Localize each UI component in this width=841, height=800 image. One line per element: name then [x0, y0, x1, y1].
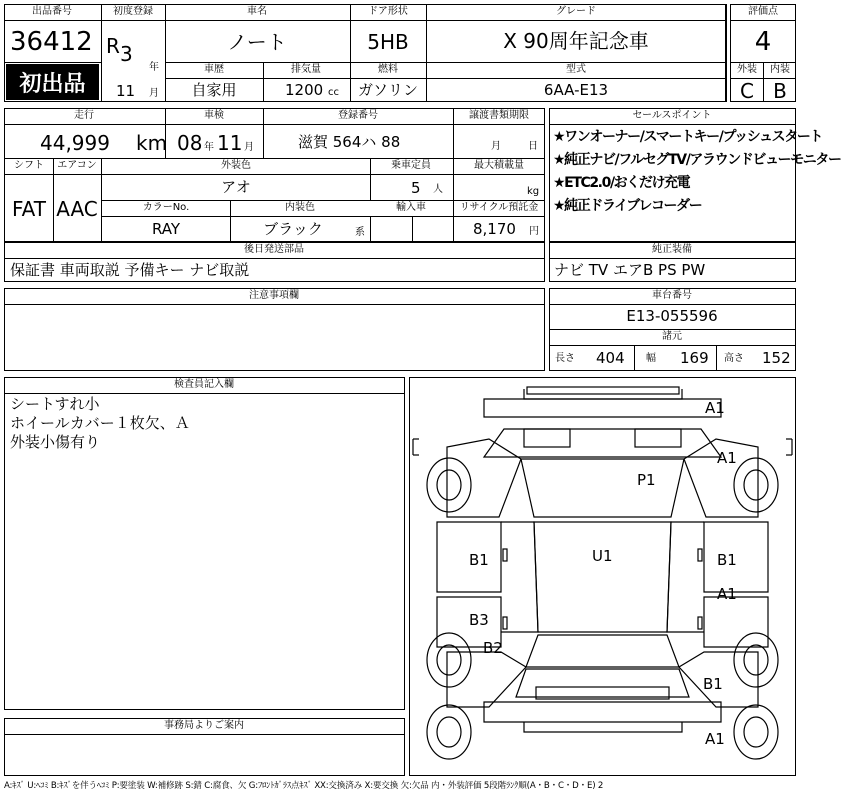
int-color-label: 内装色: [285, 202, 315, 213]
shift-label: シフト: [14, 160, 44, 171]
sales-point-item: ★純正ナビ/フルセグTV/アラウンドビューモニター: [553, 152, 841, 168]
era: R: [106, 34, 120, 58]
damage-mark: U1: [592, 547, 613, 565]
score-label: 評価点: [748, 6, 778, 17]
length: 404: [596, 349, 625, 367]
damage-mark: B1: [469, 551, 489, 569]
air-conditioner: AAC: [56, 197, 98, 221]
sales-points-label: セールスポイント: [632, 110, 712, 121]
lot-number-label: 出品番号: [32, 6, 72, 17]
month-unit: 月: [149, 88, 159, 99]
sales-point-item: ★純正ドライブレコーダー: [553, 198, 702, 214]
model: 6AA-E13: [543, 81, 609, 99]
color-no: RAY: [151, 220, 181, 238]
ac-label: エアコン: [57, 160, 97, 171]
history-label: 車歴: [204, 64, 224, 75]
chassis-label: 車台番号: [652, 290, 692, 301]
first-reg-year: 3: [120, 42, 133, 66]
transfer-label: 譲渡書類期限: [469, 110, 529, 121]
recycle-label: リサイクル預託金: [459, 202, 539, 213]
damage-mark: P1: [637, 471, 656, 489]
import-label: 輸入車: [396, 202, 426, 213]
later-parts-label: 後日発送部品: [244, 244, 304, 255]
grade: X 90周年記念車: [503, 29, 649, 53]
exterior-label: 外装: [737, 64, 757, 75]
inspector-line: 外装小傷有り: [10, 433, 101, 451]
damage-mark: A1: [717, 449, 737, 467]
inspection-label: 車検: [204, 110, 224, 121]
capacity-label: 乗車定員: [391, 160, 431, 171]
inspector-label: 検査員記入欄: [174, 379, 234, 390]
interior-grade: B: [773, 79, 787, 103]
year-unit: 年: [149, 62, 159, 73]
notes-label: 注意事項欄: [249, 290, 299, 301]
displacement: 1200: [285, 81, 324, 99]
inspection-year: 08: [177, 131, 203, 155]
inspection-month: 11: [217, 131, 243, 155]
int-color: ブラック: [263, 220, 323, 238]
damage-mark: A1: [717, 585, 737, 603]
inspection-month-unit: 月: [244, 142, 254, 153]
displacement-unit: cc: [328, 87, 339, 98]
displacement-label: 排気量: [291, 64, 321, 75]
height-label: 高さ: [724, 353, 744, 364]
fuel-label: 燃料: [378, 64, 398, 75]
score: 4: [754, 27, 772, 57]
mileage-unit: km: [136, 131, 168, 155]
capacity: 5: [411, 179, 421, 197]
load-label: 最大積載量: [474, 160, 524, 171]
fuel: ガソリン: [357, 81, 419, 99]
sales-point-item: ★ワンオーナー/スマートキー/プッシュスタート: [553, 129, 823, 145]
car-name-label: 車名: [247, 6, 267, 17]
capacity-unit: 人: [433, 184, 443, 195]
office-label: 事務局よりご案内: [164, 720, 244, 731]
damage-mark: A1: [705, 730, 725, 748]
length-label: 長さ: [555, 353, 575, 364]
damage-mark: B1: [703, 675, 723, 693]
color-no-label: カラーNo.: [142, 202, 190, 213]
legend: A:ｷｽﾞ U:ﾍｺﾐ B:ｷｽﾞを伴うﾍｺﾐ P:要塗装 W:補修跡 S:錆 C:腐食、欠 G:ﾌﾛﾝﾄｶﾞﾗｽ点ｷｽﾞ XX:交換済み X:要交換 欠:欠品 内・外装評価 5段階ﾗﾝｸ順(A・B・C・D・E) 2: [4, 781, 604, 791]
load-unit: kg: [527, 186, 540, 197]
chassis-number: E13-055596: [626, 307, 718, 325]
first-listing-badge: 初出品: [6, 64, 99, 100]
damage-mark: B2: [483, 639, 503, 657]
exterior-grade: C: [740, 79, 754, 103]
mileage-label: 走行: [74, 110, 94, 121]
inspector-line: シートすれ小: [10, 395, 100, 413]
equipment-label: 純正装備: [652, 244, 692, 255]
recycle-unit: 円: [529, 226, 539, 237]
damage-mark: B1: [717, 551, 737, 569]
inspection-year-unit: 年: [204, 142, 214, 153]
height: 152: [762, 349, 791, 367]
shift: FAT: [11, 197, 47, 221]
first-reg-month: 11: [116, 82, 136, 100]
lot-number: 36412: [10, 27, 93, 57]
width: 169: [680, 349, 709, 367]
door-label: ドア形状: [368, 6, 408, 17]
equipment: ナビ TV エアB PS PW: [554, 261, 706, 279]
first-reg-label: 初度登録: [113, 6, 153, 17]
interior-label: 内装: [770, 64, 790, 75]
ext-color: アオ: [221, 178, 251, 196]
dims-label: 諸元: [662, 331, 682, 342]
sales-point-item: ★ETC2.0/おくだけ充電: [553, 175, 690, 191]
ext-color-label: 外装色: [221, 160, 251, 171]
history: 自家用: [191, 81, 237, 99]
recycle-fee: 8,170: [473, 220, 516, 238]
damage-mark: A1: [705, 399, 725, 417]
grade-label: グレード: [556, 6, 596, 17]
car-diagram-drawing: [409, 377, 796, 776]
int-color-unit: 系: [355, 227, 365, 238]
plate-label: 登録番号: [338, 110, 378, 121]
mileage: 44,999: [40, 131, 110, 155]
damage-mark: B3: [469, 611, 489, 629]
door-type: 5HB: [367, 30, 409, 54]
width-label: 幅: [646, 353, 656, 364]
plate-number: 滋賀 564ハ 88: [298, 133, 401, 151]
later-parts: 保証書 車両取説 予備キー ナビ取説: [10, 261, 250, 279]
transfer-month-unit: 月: [491, 141, 501, 152]
model-label: 型式: [566, 64, 586, 75]
inspector-line: ホイールカバー１枚欠、Ａ: [10, 414, 190, 432]
car-name: ノート: [227, 30, 287, 54]
transfer-day-unit: 日: [528, 141, 538, 152]
